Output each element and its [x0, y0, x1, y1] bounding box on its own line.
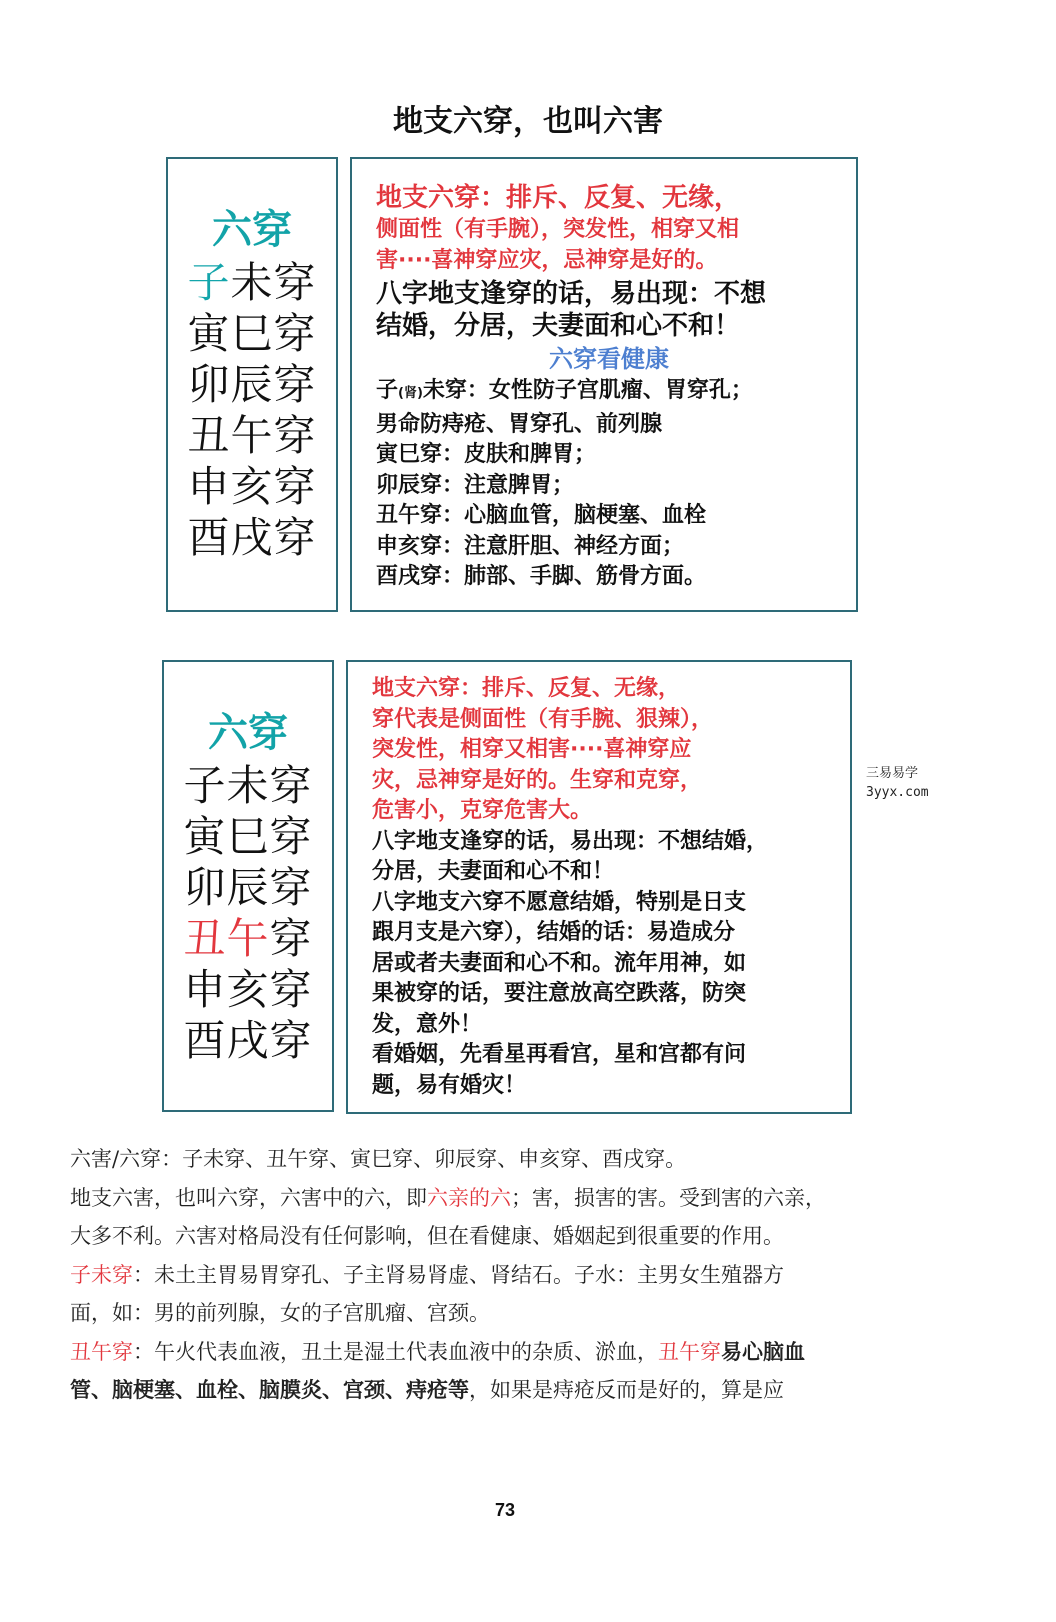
box1-health-subheading: 六穿看健康 — [549, 345, 669, 373]
box1-left-item: 申亥穿 — [187, 462, 317, 511]
bottom-line-4 — [70, 1256, 970, 1295]
box1-health-lines — [376, 410, 842, 593]
box2-red-line: 灾，忌神穿是好的。生穿和克穿， — [372, 767, 703, 793]
box2-red-line: 突发性，相穿又相害····喜神穿应 — [372, 737, 692, 762]
box1-health-line: 酉戌穿：肺部、手脚、筋骨方面。 — [376, 564, 707, 589]
box2-left-item: 寅巳穿 — [183, 812, 313, 861]
highlight: 丑午穿 — [658, 1339, 721, 1364]
box1-red-line: 害····喜神穿应灾，忌神穿是好的。 — [376, 247, 718, 273]
box2-left-item: 申亥穿 — [183, 965, 313, 1014]
box2-black-line: 发，意外！ — [372, 1011, 483, 1037]
box1-left-panel — [166, 157, 338, 612]
highlight: 丑午穿 — [70, 1339, 133, 1364]
bottom-line-3: 大多不利。六害对格局没有任何影响，但在看健康、婚姻起到很重要的作用。 — [70, 1224, 784, 1248]
box2-black-line: 果被穿的话，要注意放高空跌落，防突 — [372, 981, 747, 1006]
box2-left-item: 酉戌穿 — [183, 1016, 313, 1065]
bottom-line-2 — [70, 1179, 970, 1218]
box1-left-item: 卯辰穿 — [187, 360, 317, 409]
box1-right-panel — [350, 157, 858, 612]
box1-health-line: 申亥穿：注意肝胆、神经方面； — [376, 533, 685, 559]
bottom-line-6 — [70, 1333, 970, 1372]
box2-black-line: 跟月支是六穿），结婚的话：易造成分 — [372, 920, 736, 945]
box2-red-line: 穿代表是侧面性（有手腕、狠辣）， — [372, 706, 714, 732]
box1-red-line: 地支六穿：排斥、反复、无缘， — [376, 183, 741, 213]
box2-left-item-chouwu — [164, 913, 332, 964]
box2-black-line: 居或者夫妻面和心不和。流年用神，如 — [372, 950, 747, 976]
box2-left-panel — [162, 660, 334, 1112]
bold-text: 管、脑梗塞、血栓、脑膜炎、宫颈、痔疮等 — [70, 1378, 469, 1402]
box2-left-list-after — [164, 964, 332, 1066]
left-item-accent: 子 — [187, 258, 231, 307]
text: ，如果是痔疮反而是好的，算是应 — [469, 1378, 784, 1402]
bold-text: 易心脑血 — [721, 1339, 805, 1364]
bottom-line-1: 六害/六穿：子未穿、丑午穿、寅巳穿、卯辰穿、申亥穿、酉戌穿。 — [70, 1147, 687, 1171]
watermark-line: 三易易学 — [866, 766, 919, 781]
text: ：未土主胃易胃穿孔、子主肾易肾虚、肾结石。子水：主男女生殖器方 — [133, 1262, 784, 1287]
box1-health-line: 寅巳穿：皮肤和脾胃； — [376, 442, 597, 467]
text: ；害，损害的害。受到害的六亲， — [511, 1185, 826, 1210]
box1-left-item: 丑午穿 — [187, 411, 317, 460]
left-item-rest: 未穿 — [230, 258, 317, 307]
item-red-part: 丑午 — [183, 914, 270, 963]
box2-red-intro — [372, 674, 836, 827]
health-first-a: 子 — [376, 378, 399, 403]
box2-red-line: 危害小，克穿危害大。 — [372, 798, 593, 823]
text: 地支六害，也叫六穿，六害中的六，即 — [70, 1185, 427, 1210]
health-first-b: (肾) — [398, 386, 423, 401]
page-number: 73 — [494, 1500, 516, 1520]
box1-left-item: 酉戌穿 — [187, 513, 317, 562]
box2-red-line: 地支六穿：排斥、反复、无缘， — [372, 676, 681, 701]
item-black-part: 穿 — [269, 914, 313, 963]
watermark — [866, 764, 929, 802]
box2-black-line: 八字地支逢穿的话，易出现：不想结婚， — [372, 828, 769, 854]
box1-left-item — [168, 257, 336, 308]
box2-black-line: 分居，夫妻面和心不和！ — [372, 859, 615, 884]
bottom-line-7 — [70, 1371, 970, 1410]
box1-black-line: 八字地支逢穿的话，易出现：不想 — [376, 279, 767, 309]
box1-red-intro — [376, 181, 842, 276]
box1-red-line: 侧面性（有手腕），突发性，相穿又相 — [376, 217, 740, 242]
page-title: 地支六穿，也叫六害 — [393, 104, 663, 139]
text: ：午火代表血液，丑土是湿土代表血液中的杂质、淤血， — [133, 1339, 658, 1364]
box1-left-item: 寅巳穿 — [187, 309, 317, 358]
box2-black-line: 题，易有婚灾！ — [372, 1072, 527, 1098]
box2-black-line: 看婚姻，先看星再看宫，星和宫都有问 — [372, 1042, 747, 1067]
box2-left-item: 卯辰穿 — [183, 863, 313, 912]
box1-black-intro — [376, 278, 842, 342]
box1-health-line: 丑午穿：心脑血管，脑梗塞、血栓 — [376, 503, 707, 528]
box2-black-body — [372, 827, 836, 1102]
box1-left-list — [168, 257, 336, 563]
box1-health-line — [376, 376, 842, 410]
box1-health-line: 卯辰穿：注意脾胃； — [376, 472, 575, 498]
box1-left-heading: 六穿 — [212, 206, 292, 253]
box2-left-item: 子未穿 — [183, 761, 313, 810]
bottom-line-5: 面，如：男的前列腺，女的子宫肌瘤、宫颈。 — [70, 1301, 490, 1325]
watermark-line: 3yyx.com — [866, 785, 929, 800]
box2-black-line: 八字地支六穿不愿意结婚，特别是日支 — [372, 889, 747, 915]
box2-left-list — [164, 760, 332, 913]
bottom-text — [70, 1140, 970, 1410]
box1-black-line: 结婚，分居，夫妻面和心不和！ — [376, 311, 741, 341]
highlight: 六亲的六 — [427, 1185, 511, 1210]
highlight: 子未穿 — [70, 1262, 133, 1287]
box1-health-list — [376, 376, 842, 593]
health-first-c: 未穿：女性防子宫肌瘤、胃穿孔； — [422, 378, 753, 403]
box2-left-heading: 六穿 — [208, 709, 288, 756]
box1-health-line: 男命防痔疮、胃穿孔、前列腺 — [376, 411, 663, 437]
box2-right-panel — [346, 660, 852, 1114]
